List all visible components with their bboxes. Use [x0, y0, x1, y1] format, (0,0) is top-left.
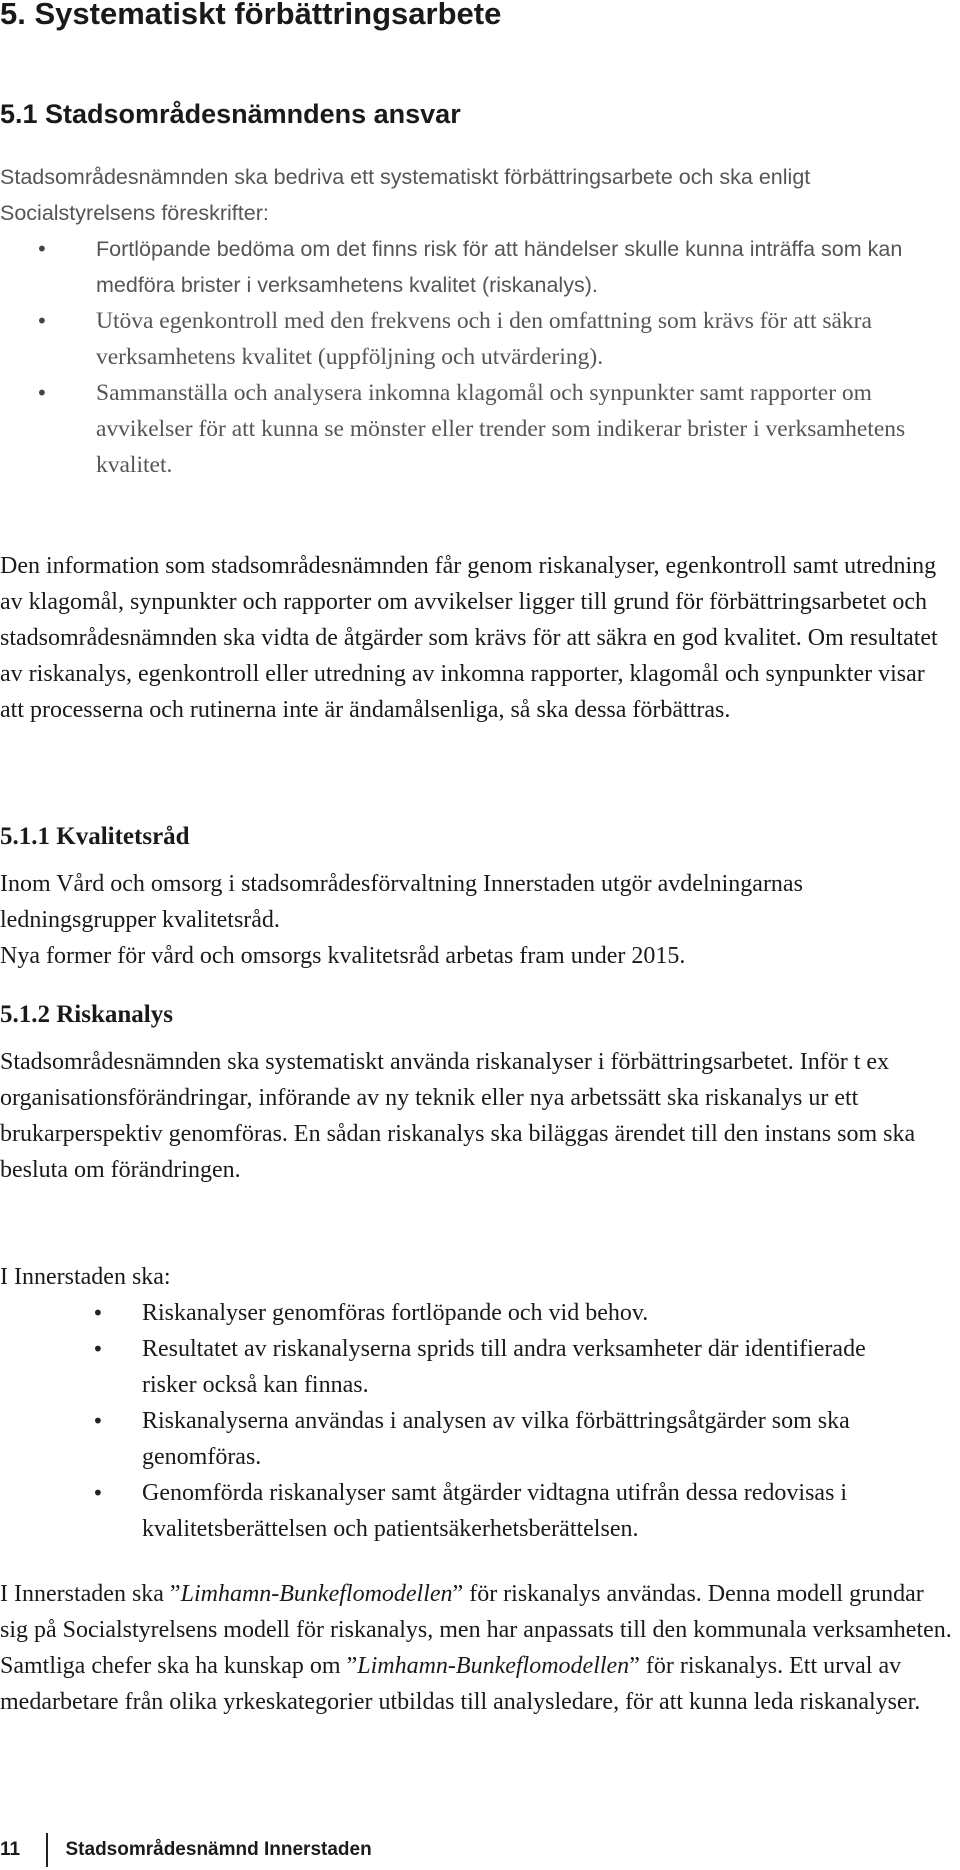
section-heading: 5.1 Stadsområdesnämndens ansvar	[0, 99, 461, 129]
list-item: • Riskanalyser genomföras fortlöpande och vid behov.	[0, 1295, 900, 1331]
list-item: • Fortlöpande bedöma om det finns risk för att händelser skulle kunna inträffa som kan medföra brister i verksamhetens kvalitet (riskanalys).	[0, 231, 960, 303]
list-intro: I Innerstaden ska:	[0, 1264, 171, 1290]
riskanalys-bullet-list	[0, 1295, 900, 1547]
subsection-heading: 5.1.2 Riskanalys	[0, 1001, 173, 1028]
page-number: 11	[0, 1839, 21, 1860]
text-span: ” för riskanalys användas. Denna modell grundar sig på Socialstyrelsens modell för riskanalys, men har anpassats till den kommunala verksamheten. Samtliga chefer ska ha kunskap om ”	[0, 1581, 952, 1679]
model-name: Limhamn-Bunkeflomodellen	[357, 1653, 630, 1679]
text-span: ” för riskanalys. Ett urval av medarbetare från olika yrkeskategorier utbildas till analysledare, för att kunna leda riskanalyser.	[0, 1653, 921, 1715]
list-item: • Genomförda riskanalyser samt åtgärder vidtagna utifrån dessa redovisas i kvalitetsberättelsen och patientsäkerhetsberättelsen.	[0, 1475, 900, 1547]
page-heading: 5. Systematiskt förbättringsarbete	[0, 0, 502, 31]
list-item: • Sammanställa och analysera inkomna klagomål och synpunkter samt rapporter om avvikelser för att kunna se mönster eller trender som indikerar brister i verksamhetens kvalitet.	[0, 375, 960, 483]
footer-divider	[46, 1833, 48, 1867]
list-item: • Utöva egenkontroll med den frekvens och i den omfattning som krävs för att säkra verksamhetens kvalitet (uppföljning och utvärdering).	[0, 303, 960, 375]
kvalitetsrad-text	[0, 866, 900, 974]
intro-bullet-list	[0, 231, 960, 483]
intro-block	[0, 159, 960, 483]
body-paragraph	[0, 1576, 955, 1720]
intro-text: Stadsområdesnämnden ska bedriva ett systematiskt förbättringsarbete och ska enligt Socialstyrelsens föreskrifter:	[0, 165, 811, 225]
list-item: • Resultatet av riskanalyserna sprids till andra verksamheter där identifierade risker också kan finnas.	[0, 1331, 900, 1403]
text-span: I Innerstaden ska ”	[0, 1581, 181, 1607]
subsection-heading: 5.1.1 Kvalitetsråd	[0, 823, 190, 850]
body-paragraph: Nya former för vård och omsorgs kvalitetsråd arbetas fram under 2015.	[0, 943, 686, 969]
body-paragraph: Den information som stadsområdesnämnden får genom riskanalyser, egenkontroll samt utredning av klagomål, synpunkter och rapporter om avvikelser ligger till grund för förbättringsarbetet och stadsområdesnämnden ska vidta de åtgärder som krävs för att säkra en god kvalitet. Om resultatet av riskanalys, egenkontroll eller utredning av inkomna rapporter, klagomål och synpunkter visar att processerna och rutinerna inte är ändamålsenliga, så ska dessa förbättras.	[0, 553, 938, 723]
footer-organization: Stadsområdesnämnd Innerstaden	[65, 1839, 372, 1860]
body-paragraph: Stadsområdesnämnden ska systematiskt använda riskanalyser i förbättringsarbetet. Inför t ex organisationsförändringar, införande av ny teknik eller nya arbetssätt ska riskanalys ur ett brukarperspektiv genomföras. En sådan riskanalys ska biläggas ärendet till den instans som ska besluta om förändringen.	[0, 1049, 916, 1183]
list-item: • Riskanalyserna användas i analysen av vilka förbättringsåtgärder som ska genomföras.	[0, 1403, 900, 1475]
model-name: Limhamn-Bunkeflomodellen	[180, 1581, 453, 1607]
page-footer	[0, 1832, 372, 1868]
body-paragraph: Inom Vård och omsorg i stadsområdesförvaltning Innerstaden utgör avdelningarnas ledningsgrupper kvalitetsråd.	[0, 871, 803, 933]
